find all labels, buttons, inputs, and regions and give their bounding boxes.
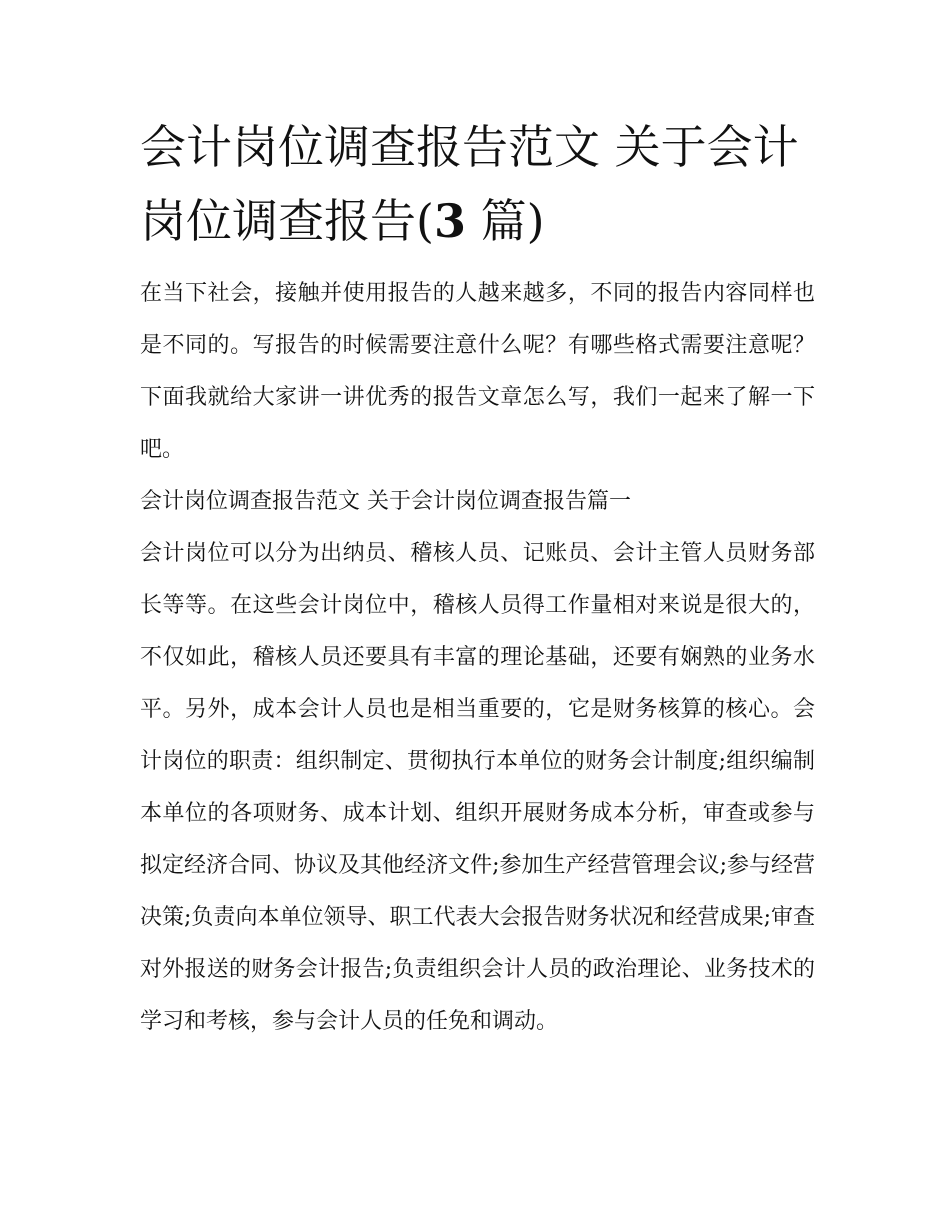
document-title: [140, 110, 815, 258]
intro-paragraph: 在当下社会，接触并使用报告的人越来越多，不同的报告内容同样也是不同的。写报告的时候需要注意什么呢？有哪些格式需要注意呢？下面我就给大家讲一讲优秀的报告文章怎么写，我们一起来了解一下吧。: [140, 281, 815, 462]
title-text-part2: 篇): [465, 194, 545, 248]
title-number: 3: [433, 194, 466, 248]
title-text-part1: 会计岗位调查报告范文 关于会计岗位调查报告(: [140, 120, 799, 248]
document-content: [140, 110, 815, 1048]
section-heading: 会计岗位调查报告范文 关于会计岗位调查报告篇一: [140, 489, 631, 514]
body-paragraph: 会计岗位可以分为出纳员、稽核人员、记账员、会计主管人员财务部长等等。在这些会计岗位中，稽核人员得工作量相对来说是很大的，不仅如此，稽核人员还要具有丰富的理论基础，还要有娴熟的业务水平。另外，成本会计人员也是相当重要的，它是财务核算的核心。会计岗位的职责：组织制定、贯彻执行本单位的财务会计制度;组织编制本单位的各项财务、成本计划、组织开展财务成本分析，审查或参与拟定经济合同、协议及其他经济文件;参加生产经营管理会议;参与经营决策;负责向本单位领导、职工代表大会报告财务状况和经营成果;审查对外报送的财务会计报告;负责组织会计人员的政治理论、业务技术的学习和考核，参与会计人员的任免和调动。: [140, 541, 815, 1034]
